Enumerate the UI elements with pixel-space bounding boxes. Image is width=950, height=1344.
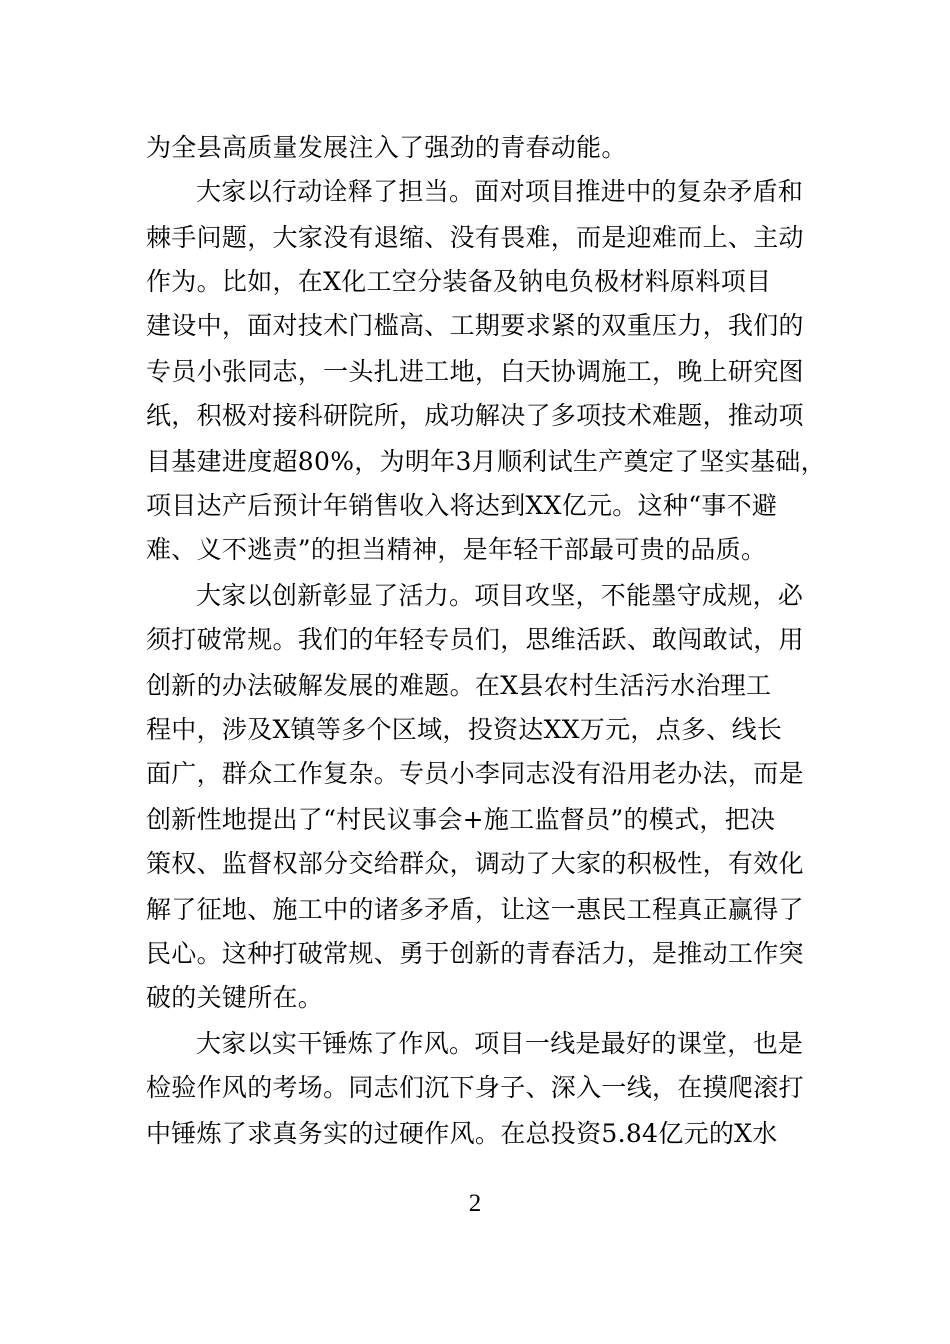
text-line: 破的关键所在。 [146, 983, 324, 1012]
text-line: 民心。这种打破常规、勇于创新的青春活力，是推动工作突 [146, 939, 804, 968]
text-line: 检验作风的考场。同志们沉下身子、深入一线，在摸爬滚打 [146, 1073, 804, 1102]
text-line: 中锤炼了求真务实的过硬作风。在总投资5.84亿元的X水 [146, 1119, 778, 1148]
text-line: 创新性地提出了“村民议事会+施工监督员”的模式，把决 [146, 805, 776, 834]
text-line: 解了征地、施工中的诸多矛盾，让这一惠民工程真正赢得了 [146, 895, 804, 924]
text-line: 程中，涉及X镇等多个区域，投资达XX万元，点多、线长 [146, 715, 783, 744]
paragraph-first-line: 大家以创新彰显了活力。项目攻坚，不能墨守成规，必 [196, 581, 804, 610]
text-line: 面广，群众工作复杂。专员小李同志没有沿用老办法，而是 [146, 759, 804, 788]
text-line: 难、义不逃责”的担当精神，是年轻干部最可贵的品质。 [146, 535, 767, 564]
text-line: 棘手问题，大家没有退缩、没有畏难，而是迎难而上、主动 [146, 223, 804, 252]
paragraph-first-line: 大家以实干锤炼了作风。项目一线是最好的课堂，也是 [196, 1029, 804, 1058]
text-line: 策权、监督权部分交给群众，调动了大家的积极性，有效化 [146, 849, 804, 878]
text-line: 建设中，面对技术门槛高、工期要求紧的双重压力，我们的 [146, 311, 804, 340]
page-number: 2 [468, 1190, 482, 1217]
text-line: 须打破常规。我们的年轻专员们，思维活跃、敢闯敢试，用 [146, 625, 804, 654]
text-line: 专员小张同志，一头扎进工地，白天协调施工，晚上研究图 [146, 357, 804, 386]
text-line: 纸，积极对接科研院所，成功解决了多项技术难题，推动项 [146, 401, 804, 430]
text-line: 项目达产后预计年销售收入将达到XX亿元。这种“事不避 [146, 491, 778, 520]
text-line: 目基建进度超80%，为明年3月顺利试生产奠定了坚实基础， [146, 447, 826, 476]
text-line: 创新的办法破解发展的难题。在X县农村生活污水治理工 [146, 671, 772, 700]
text-line: 作为。比如，在X化工空分装备及钠电负极材料原料项目 [146, 267, 772, 296]
paragraph-first-line: 大家以行动诠释了担当。面对项目推进中的复杂矛盾和 [196, 177, 804, 206]
text-line: 为全县高质量发展注入了强劲的青春动能。 [146, 133, 627, 162]
